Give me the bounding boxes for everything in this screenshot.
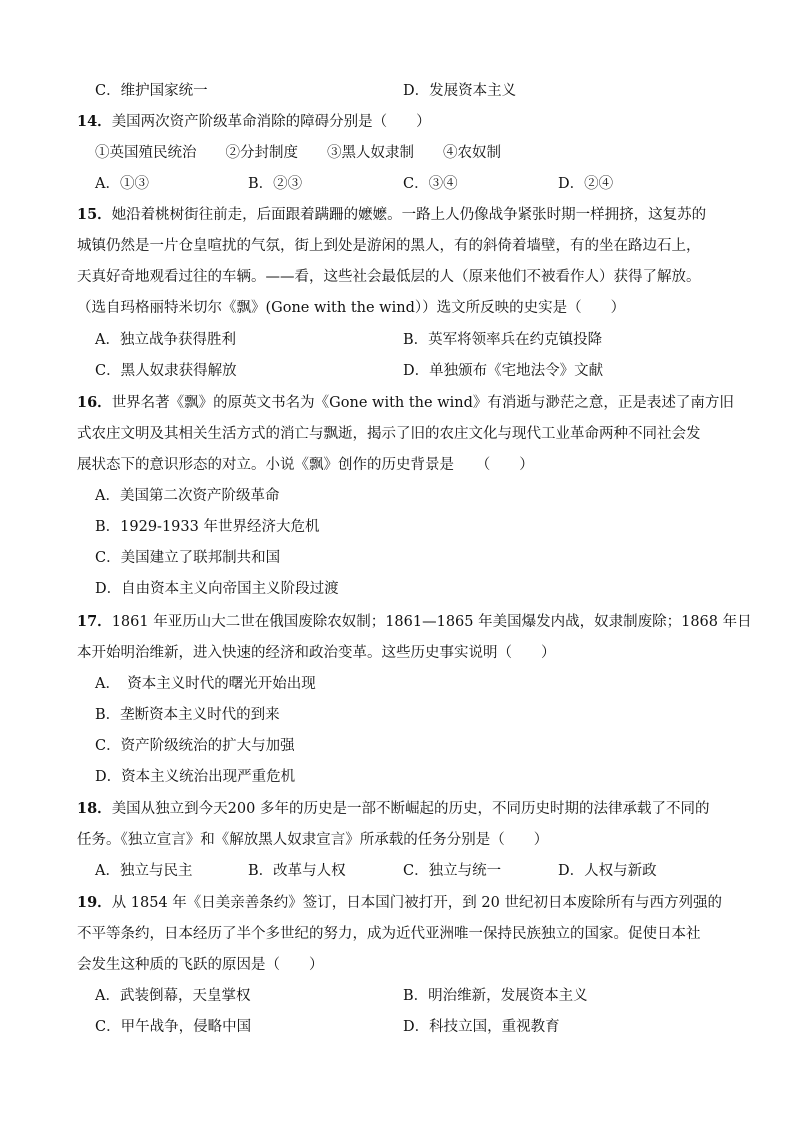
q19-option-c: C．甲午战争，侵略中国 xyxy=(95,1019,252,1035)
q15-stem-line1 xyxy=(77,205,706,225)
q18-option-d: D．人权与新政 xyxy=(558,863,657,879)
q16-stem-line2: 式农庄文明及其相关生活方式的消亡与飘逝，揭示了旧的农庄文化与现代工业革命两种不同社会发 xyxy=(77,426,701,442)
q15-stem-line2: 城镇仍然是一片仓皇喧扰的气氛，街上到处是游闲的黑人，有的斜倚着墙壁，有的坐在路边石上， xyxy=(77,238,701,254)
q13-option-d: D．发展资本主义 xyxy=(403,83,517,99)
q19-text-1: 从 1854 年《日美亲善条约》签订，日本国门被打开，到 20 世纪初日本废除所有与西方列强的 xyxy=(111,895,722,911)
q19-stem-line2: 不平等条约，日本经历了半个多世纪的努力，成为近代亚洲唯一保持民族独立的国家。促使日本社 xyxy=(77,926,701,942)
q14-text: 美国两次资产阶级革命消除的障碍分别是（ ） xyxy=(111,114,431,130)
q17-option-a: A． 资本主义时代的曙光开始出现 xyxy=(95,676,316,692)
q18-text-1: 美国从独立到今天200 多年的历史是一部不断崛起的历史，不同历史时期的法律承载了不同的 xyxy=(111,801,710,817)
q19-stem-line3: 会发生这种质的飞跃的原因是（ ） xyxy=(77,957,324,973)
q18-option-b: B．改革与人权 xyxy=(248,863,346,879)
q17-option-c: C．资产阶级统治的扩大与加强 xyxy=(95,738,295,754)
q14-option-d: D．②④ xyxy=(558,176,614,192)
q15-stem-line4: （选自玛格丽特米切尔《飘》(Gone with the wind））选文所反映的史实是（ ） xyxy=(77,300,626,316)
q14-option-b: B．②③ xyxy=(248,176,303,192)
q16-text-1: 世界名著《飘》的原英文书名为《Gone with the wind》有消逝与渺茫之意，正是表述了南方旧 xyxy=(111,395,734,411)
q13-option-c: C．维护国家统一 xyxy=(95,83,208,99)
q17-stem-line1 xyxy=(77,612,752,632)
q15-number: 15． xyxy=(77,206,112,223)
q14-option-a: A．①③ xyxy=(95,176,149,192)
q15-option-b: B．英军将领率兵在约克镇投降 xyxy=(403,332,603,348)
q16-stem-line1 xyxy=(77,393,734,413)
q17-text-1: 1861 年亚历山大二世在俄国废除农奴制；1861—1865 年美国爆发内战，奴隶制废除；1868 年日 xyxy=(111,614,752,630)
q18-stem-line1 xyxy=(77,799,709,819)
q16-option-b: B．1929-1933 年世界经济大危机 xyxy=(95,519,320,535)
q15-option-d: D．单独颁布《宅地法令》文献 xyxy=(403,363,604,379)
q18-number: 18． xyxy=(77,800,112,817)
q18-option-a: A．独立与民主 xyxy=(95,863,193,879)
q15-option-c: C．黑人奴隶获得解放 xyxy=(95,363,237,379)
q14-stem xyxy=(77,112,431,132)
q16-stem-line3: 展状态下的意识形态的对立。小说《飘》创作的历史背景是 （ ） xyxy=(77,457,534,473)
q15-text-1: 她沿着桃树街往前走，后面跟着蹒跚的嬷嬷。一路上人仍像战争紧张时期一样拥挤，这复苏的 xyxy=(111,207,707,223)
q14-option-c: C．③④ xyxy=(403,176,458,192)
q16-number: 16． xyxy=(77,394,112,411)
q17-stem-line2: 本开始明治维新，进入快速的经济和政治变革。这些历史事实说明（ ） xyxy=(77,645,556,661)
q15-option-a: A．独立战争获得胜利 xyxy=(95,332,236,348)
q19-option-b: B．明治维新，发展资本主义 xyxy=(403,988,588,1004)
q18-option-c: C．独立与统一 xyxy=(403,863,502,879)
q16-option-a: A．美国第二次资产阶级革命 xyxy=(95,488,280,504)
q19-option-d: D．科技立国，重视教育 xyxy=(403,1019,560,1035)
q17-option-b: B．垄断资本主义时代的到来 xyxy=(95,707,280,723)
q16-option-c: C．美国建立了联邦制共和国 xyxy=(95,550,281,566)
q19-option-a: A．武装倒幕，天皇掌权 xyxy=(95,988,251,1004)
q18-stem-line2: 任务。《独立宣言》和《解放黑人奴隶宣言》所承载的任务分别是（ ） xyxy=(77,832,549,848)
q14-items: ①英国殖民统治 ②分封制度 ③黑人奴隶制 ④农奴制 xyxy=(95,145,501,161)
q16-option-d: D．自由资本主义向帝国主义阶段过渡 xyxy=(95,581,339,597)
q17-option-d: D．资本主义统治出现严重危机 xyxy=(95,769,296,785)
q14-number: 14． xyxy=(77,113,112,130)
q15-stem-line3: 天真好奇地观看过往的车辆。——看，这些社会最低层的人（原来他们不被看作人）获得了解放。 xyxy=(77,269,701,285)
q17-number: 17． xyxy=(77,613,112,630)
q19-number: 19． xyxy=(77,894,112,911)
q19-stem-line1 xyxy=(77,893,722,913)
